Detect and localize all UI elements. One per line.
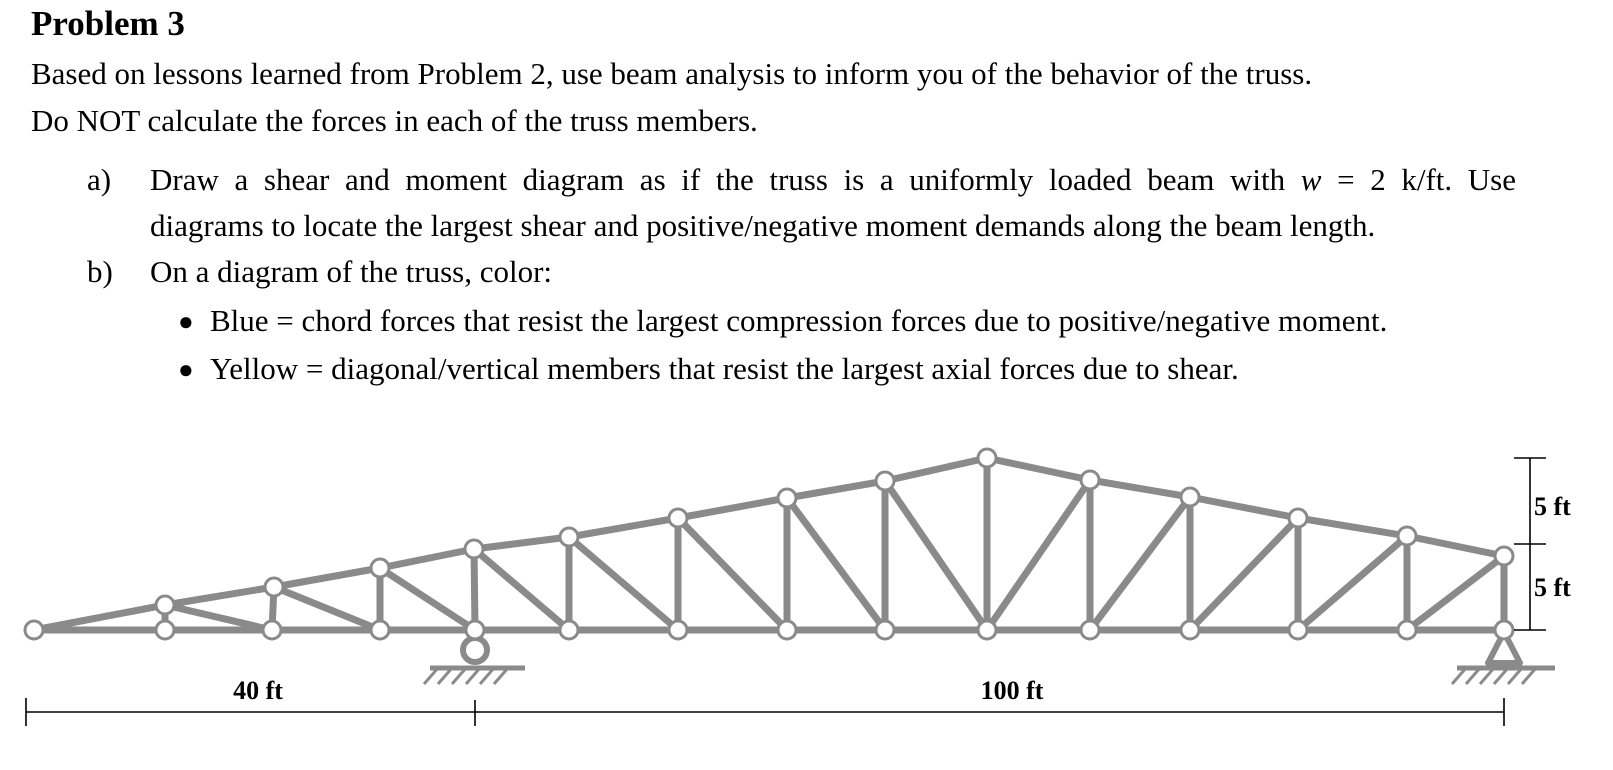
top-chord-member (678, 498, 787, 518)
dim-label-span: 100 ft (980, 676, 1044, 705)
truss-joint (466, 621, 484, 639)
top-chord-member (1190, 497, 1298, 518)
truss-joint (1181, 488, 1199, 506)
truss-joint (778, 489, 796, 507)
roller-support (463, 638, 487, 662)
dim-label-height-lower: 5 ft (1534, 573, 1571, 602)
dim-label-height-upper: 5 ft (1534, 492, 1571, 521)
diagonal-member (1090, 497, 1190, 630)
truss-joint (876, 472, 894, 490)
top-chord-member (34, 605, 165, 630)
truss-joint (778, 621, 796, 639)
intro-line-2: Do NOT calculate the forces in each of the truss members. (31, 103, 758, 138)
dim-label-overhang: 40 ft (233, 676, 283, 705)
top-chord-member (1090, 480, 1190, 497)
diagonal-member (380, 568, 475, 630)
diagonal-member (165, 605, 272, 630)
top-chord-member (165, 587, 274, 605)
truss-joint (1081, 621, 1099, 639)
diagonal-member (885, 481, 987, 630)
problem-title: Problem 3 (31, 4, 185, 43)
part-b-text: On a diagram of the truss, color: (150, 254, 553, 289)
diagonal-member (474, 549, 569, 630)
truss-members (34, 458, 1504, 630)
truss-joint (156, 621, 174, 639)
top-chord-member (1298, 518, 1407, 536)
truss-joint (1081, 471, 1099, 489)
part-a-marker: a) (87, 162, 112, 197)
bullet-yellow: Yellow = diagonal/vertical members that resist the largest axial forces due to shear. (210, 351, 1239, 386)
truss-joint (265, 578, 283, 596)
bullet-dot-1: ● (178, 307, 194, 336)
diagonal-member (1407, 556, 1504, 630)
truss-joint (1495, 621, 1513, 639)
top-chord-member (274, 568, 380, 587)
bullet-blue: Blue = chord forces that resist the largest compression forces due to positive/negative moment. (210, 303, 1388, 338)
top-chord-member (380, 549, 474, 568)
part-a-line-1-after: = 2 k/ft. Use (1321, 162, 1516, 197)
top-chord-member (987, 458, 1090, 480)
truss-joint (1181, 621, 1199, 639)
top-chord-member (1407, 536, 1504, 556)
intro-line-1: Based on lessons learned from Problem 2, use beam analysis to inform you of the behavior of the truss. (31, 56, 1313, 91)
bullet-dot-2: ● (178, 355, 194, 384)
truss-joint (669, 621, 687, 639)
vertical-member (474, 549, 475, 630)
truss-joint (1398, 527, 1416, 545)
part-a-line-2: diagrams to locate the largest shear and positive/negative moment demands along the beam length. (150, 208, 1376, 243)
diagonal-member (274, 587, 380, 630)
diagonal-member (678, 518, 787, 630)
truss-joint (465, 540, 483, 558)
truss-joint (560, 621, 578, 639)
truss-joint (978, 449, 996, 467)
part-a-line-1-before: Draw a shear and moment diagram as if the truss is a uniformly loaded beam with (150, 162, 1301, 197)
truss-joint (1289, 509, 1307, 527)
truss-joint (263, 621, 281, 639)
part-b-marker: b) (87, 254, 113, 289)
diagonal-member (1190, 518, 1298, 630)
diagonal-member (987, 480, 1090, 630)
top-chord-member (885, 458, 987, 481)
truss-joint (371, 559, 389, 577)
truss-joint (560, 528, 578, 546)
truss-joint (25, 621, 43, 639)
diagonal-member (569, 537, 678, 630)
top-chord-member (787, 481, 885, 498)
truss-joint (876, 621, 894, 639)
truss-joint (978, 621, 996, 639)
truss-joint (669, 509, 687, 527)
part-a-variable-w: w (1300, 162, 1322, 197)
diagonal-member (1298, 536, 1407, 630)
diagonal-member (787, 498, 885, 630)
truss-joint (371, 621, 389, 639)
truss-joint (1495, 547, 1513, 565)
top-chord-member (569, 518, 678, 537)
top-chord-member (474, 537, 569, 549)
truss-joint (156, 596, 174, 614)
truss-joint (1398, 621, 1416, 639)
truss-joint (1289, 621, 1307, 639)
